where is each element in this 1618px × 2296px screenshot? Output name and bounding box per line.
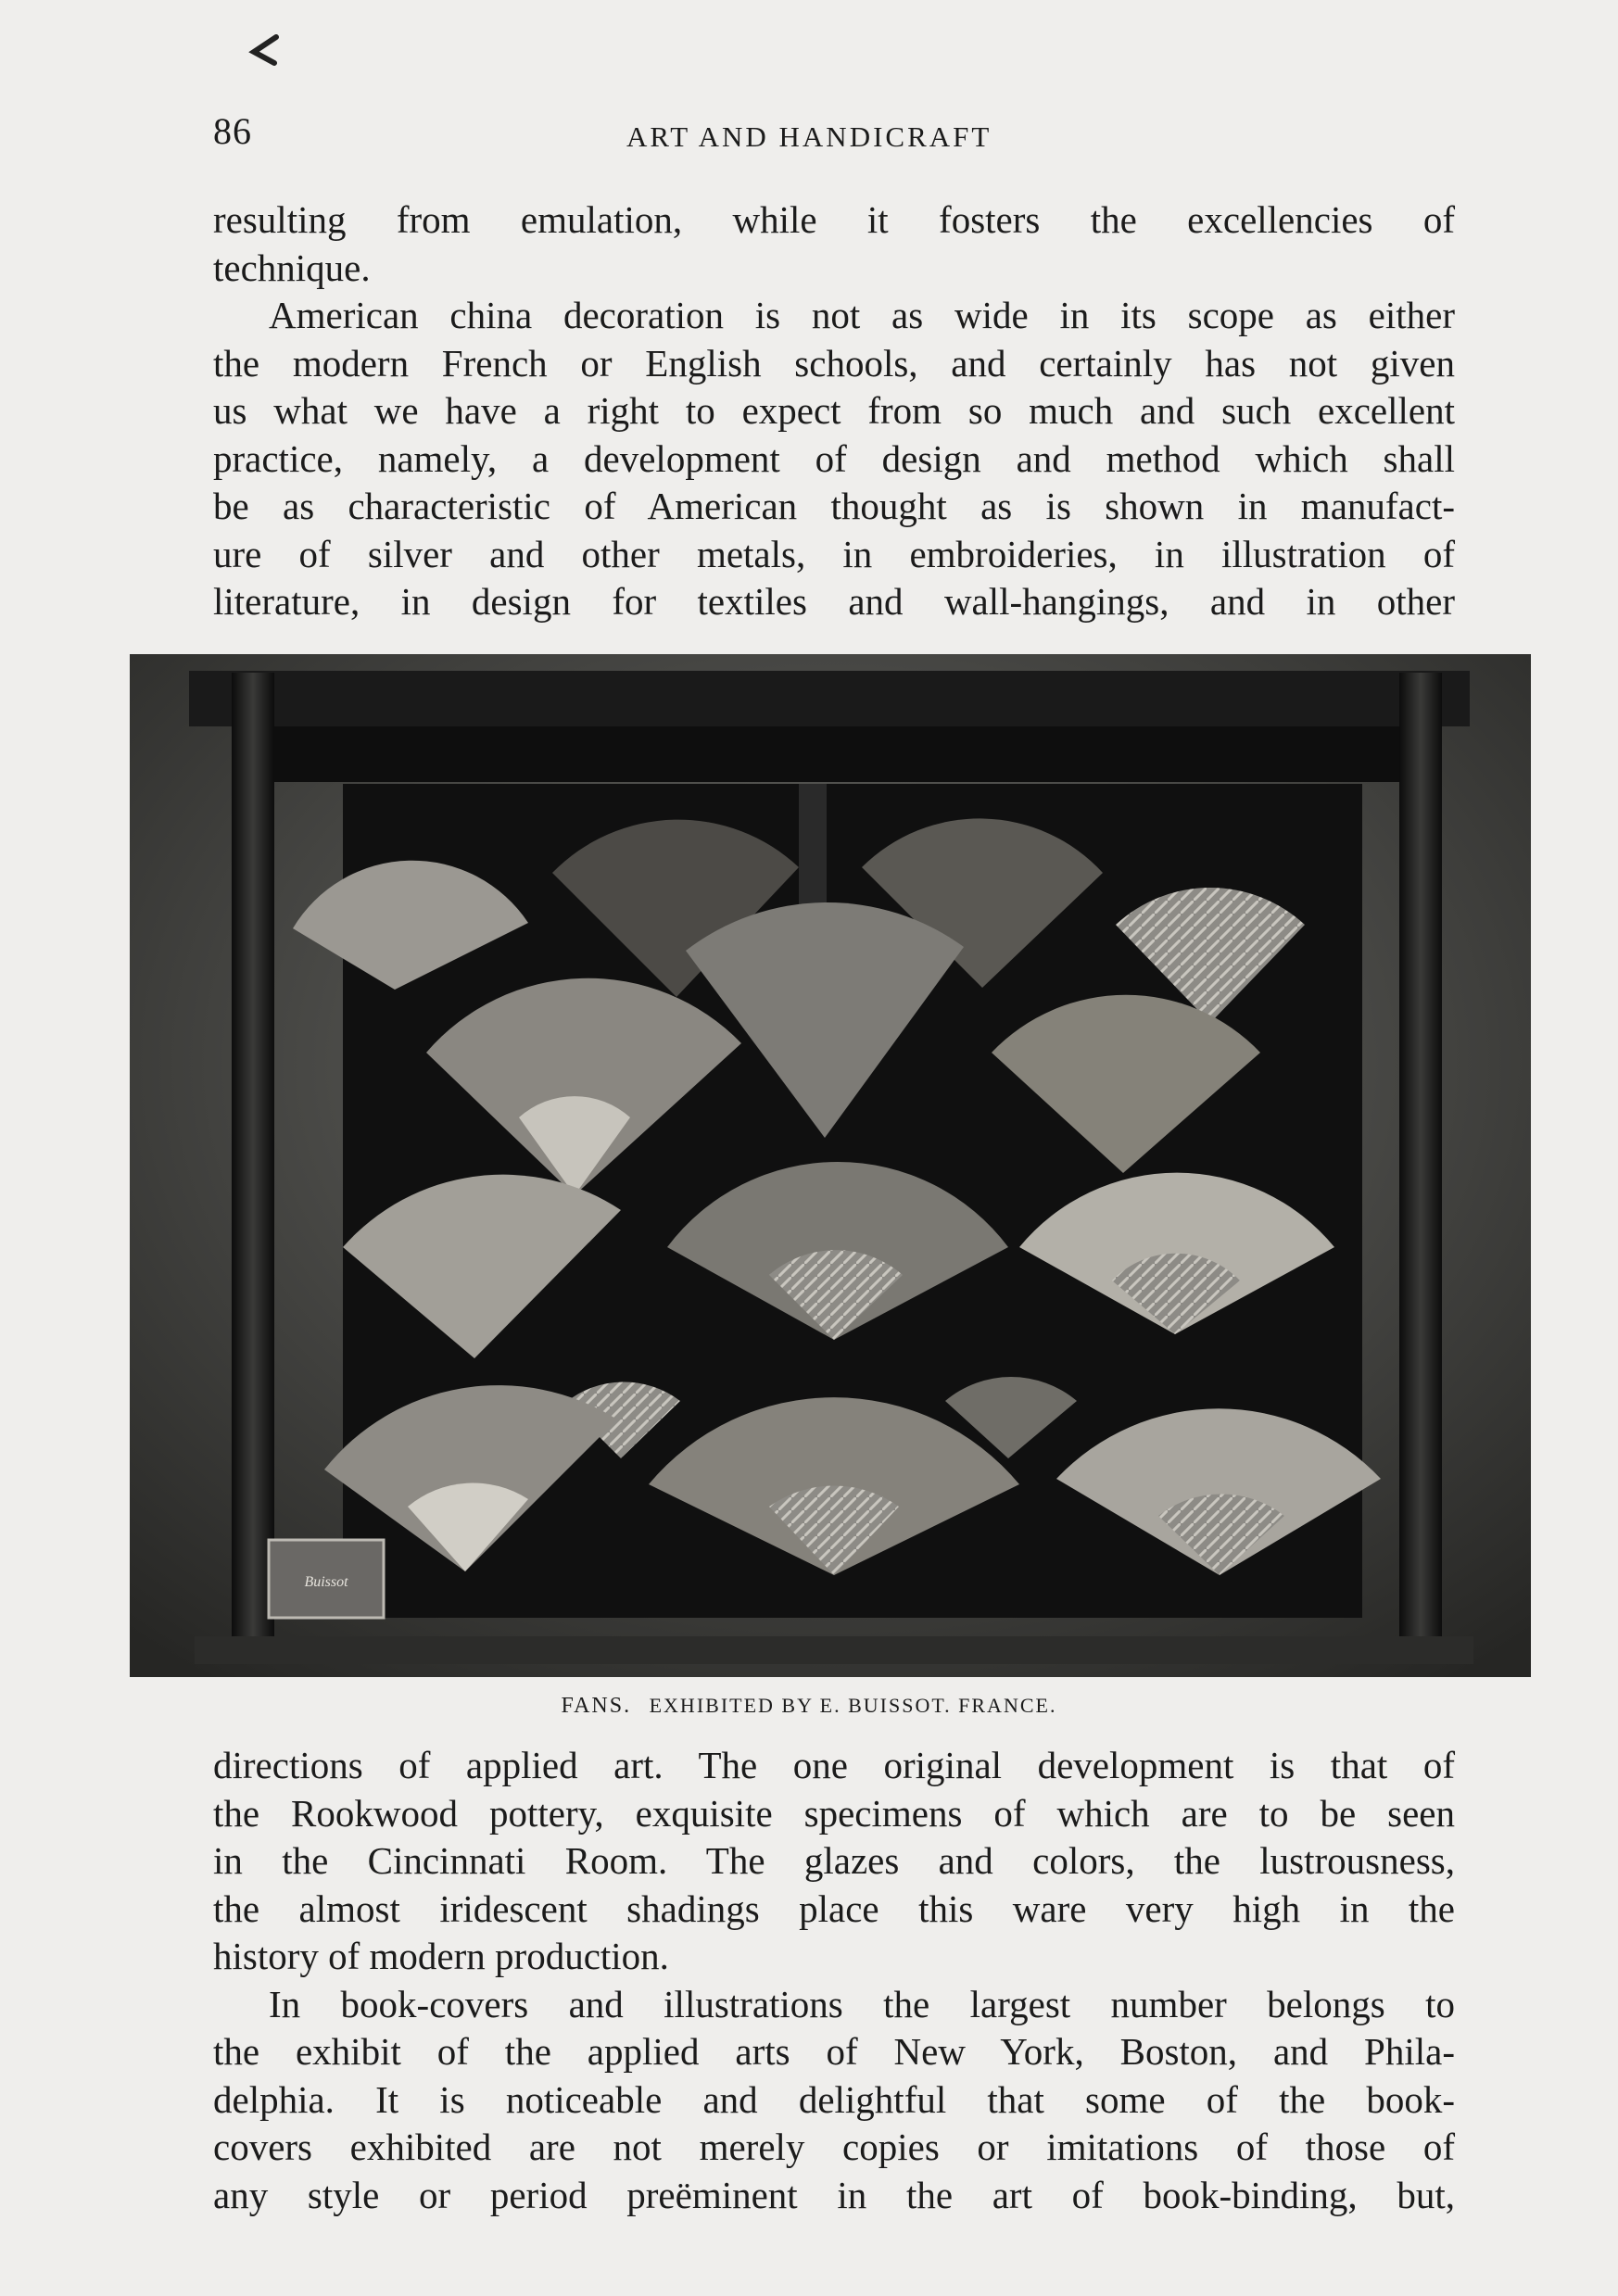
page-mark-icon (248, 33, 280, 67)
fan-row-5 (324, 1385, 1381, 1575)
figure-caption (0, 1694, 1618, 1719)
text-line: literature, in design for textiles and wall-hangings, and in other (213, 580, 1455, 623)
body-text-bottom (213, 1742, 1455, 2219)
text-line: covers exhibited are not merely copies or imitations of those of (213, 2126, 1455, 2168)
text-line: practice, namely, a development of design and method which shall (213, 436, 1455, 480)
page-number: 86 (213, 110, 252, 152)
exhibitor-label-text: Buissot (304, 1574, 348, 1590)
text-line: the Rookwood pottery, exquisite specimens of which are to be seen (213, 1791, 1455, 1835)
text-line: delphia. It is noticeable and delightful that some of the book- (213, 2077, 1455, 2121)
cabinet-pillar-right (1399, 673, 1442, 1636)
text-line: American china decoration is not as wide in its scope as either (269, 294, 1455, 336)
text-line: history of modern production. (213, 1935, 669, 1977)
text-line: us what we have a right to expect from so much and such excellent (213, 389, 1455, 432)
fans-photograph (130, 654, 1531, 1677)
text-line: the modern French or English schools, and certainly has not given (213, 341, 1455, 385)
caption-lead: FANS. (561, 1694, 632, 1718)
cabinet-lintel (274, 726, 1399, 782)
cabinet-base (195, 1636, 1473, 1664)
text-line: in the Cincinnati Room. The glazes and colors, the lustrousness, (213, 1839, 1455, 1882)
text-line: any style or period preëminent in the art of book-binding, but, (213, 2173, 1455, 2216)
caption-text: EXHIBITED BY E. BUISSOT. FRANCE. (649, 1694, 1057, 1717)
text-line: ure of silver and other metals, in embroideries, in illustration of (213, 532, 1455, 575)
text-line: be as characteristic of American thought as is shown in manufact- (213, 485, 1455, 527)
text-line: directions of applied art. The one original development is that of (213, 1744, 1455, 1786)
text-line: the exhibit of the applied arts of New York, Boston, and Phila- (213, 2030, 1455, 2073)
text-line: resulting from emulation, while it fosters the excellencies of (213, 198, 1455, 241)
text-line: In book-covers and illustrations the largest number belongs to (269, 1982, 1455, 2025)
text-line: the almost iridescent shadings place this ware very high in the (213, 1886, 1455, 1930)
text-line: technique. (213, 246, 371, 289)
body-text-top (213, 196, 1455, 626)
running-title: ART AND HANDICRAFT (626, 120, 992, 153)
cabinet-pillar-left (232, 673, 274, 1636)
cabinet-top (189, 671, 1470, 726)
